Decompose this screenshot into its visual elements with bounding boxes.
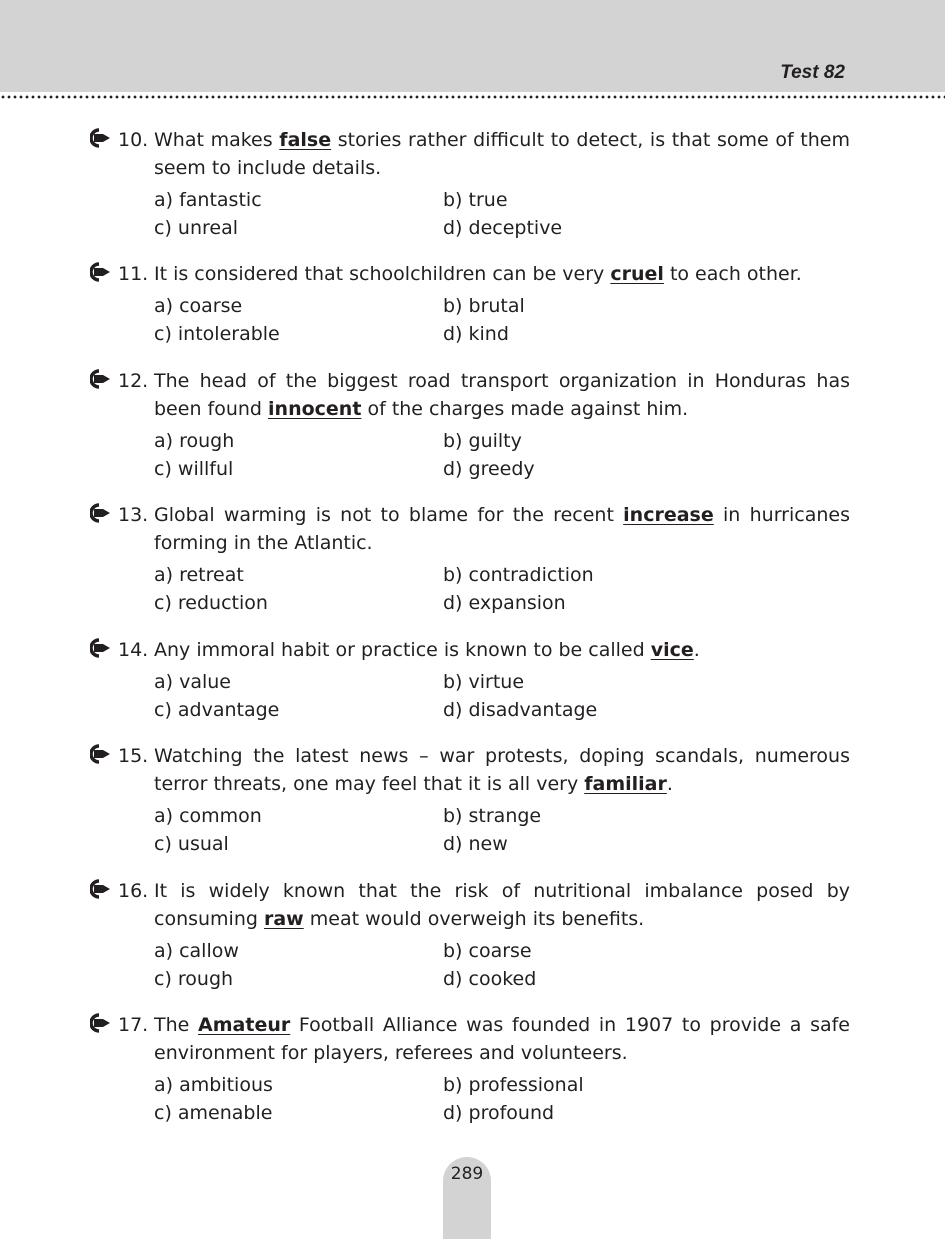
question-14: [90, 636, 850, 724]
question-number: 11.: [118, 263, 149, 285]
options: [154, 186, 850, 242]
arrow-bullet-icon: [90, 503, 114, 523]
option-c[interactable]: c) intolerable: [154, 323, 280, 345]
question-number: 15.: [118, 745, 149, 767]
question-text: What makes false stories rather difficult to detect, is that some of them seem to include details.: [154, 129, 850, 179]
question-15: [90, 742, 850, 858]
option-a[interactable]: a) ambitious: [154, 1074, 273, 1096]
question-number: 14.: [118, 639, 149, 661]
option-d[interactable]: d) kind: [443, 323, 509, 345]
option-c[interactable]: c) unreal: [154, 217, 238, 239]
page-number: 289: [450, 1164, 484, 1184]
keyword: vice: [650, 639, 694, 661]
dotted-divider: [0, 95, 945, 99]
question-text: It is considered that schoolchildren can be very cruel to each other.: [154, 263, 802, 285]
keyword: raw: [263, 908, 304, 930]
question-16: [90, 877, 850, 993]
keyword: cruel: [610, 263, 664, 285]
option-c[interactable]: c) amenable: [154, 1102, 273, 1124]
question-text: The Amateur Football Alliance was founded in 1907 to provide a safe environment for players, referees and volunteers.: [154, 1014, 850, 1064]
arrow-bullet-icon: [90, 369, 114, 389]
question-number: 13.: [118, 504, 149, 526]
options: [154, 802, 850, 858]
keyword: Amateur: [198, 1014, 291, 1036]
keyword: familiar: [584, 773, 667, 795]
option-b[interactable]: b) coarse: [443, 940, 532, 962]
arrow-bullet-icon: [90, 262, 114, 282]
question-text: The head of the biggest road transport organization in Honduras has been found innocent of the charges made against him.: [154, 370, 850, 420]
arrow-bullet-icon: [90, 1013, 114, 1033]
option-c[interactable]: c) willful: [154, 458, 234, 480]
question-13: [90, 501, 850, 617]
option-d[interactable]: d) profound: [443, 1102, 555, 1124]
option-c[interactable]: c) advantage: [154, 699, 280, 721]
question-number: 10.: [118, 129, 149, 151]
test-label: Test 82: [780, 62, 845, 83]
option-c[interactable]: c) usual: [154, 833, 229, 855]
arrow-bullet-icon: [90, 128, 114, 148]
options: [154, 427, 850, 483]
question-number: 17.: [118, 1014, 149, 1036]
option-b[interactable]: b) brutal: [443, 295, 525, 317]
options: [154, 937, 850, 993]
options: [154, 1071, 850, 1127]
options: [154, 292, 850, 348]
question-number: 16.: [118, 880, 149, 902]
option-a[interactable]: a) rough: [154, 430, 235, 452]
option-c[interactable]: c) reduction: [154, 592, 268, 614]
option-a[interactable]: a) callow: [154, 940, 239, 962]
question-text: It is widely known that the risk of nutritional imbalance posed by consuming raw meat would overweigh its benefits.: [154, 880, 850, 930]
question-11: [90, 260, 850, 348]
question-number: 12.: [118, 370, 149, 392]
option-b[interactable]: b) professional: [443, 1074, 584, 1096]
keyword: false: [279, 129, 332, 151]
keyword: innocent: [268, 398, 362, 420]
option-b[interactable]: b) contradiction: [443, 564, 594, 586]
question-10: [90, 126, 850, 242]
question-17: [90, 1011, 850, 1127]
option-a[interactable]: a) coarse: [154, 295, 243, 317]
option-d[interactable]: d) disadvantage: [443, 699, 598, 721]
question-text: Any immoral habit or practice is known to be called vice.: [154, 639, 700, 661]
option-b[interactable]: b) strange: [443, 805, 542, 827]
option-b[interactable]: b) true: [443, 189, 508, 211]
options: [154, 668, 850, 724]
option-b[interactable]: b) guilty: [443, 430, 522, 452]
question-12: [90, 367, 850, 483]
question-text: Watching the latest news – war protests, doping scandals, numerous terror threats, one may feel that it is all very familiar.: [154, 745, 850, 795]
option-d[interactable]: d) new: [443, 833, 508, 855]
question-text: Global warming is not to blame for the recent increase in hurricanes forming in the Atlantic.: [154, 504, 850, 554]
option-a[interactable]: a) fantastic: [154, 189, 262, 211]
keyword: increase: [623, 504, 714, 526]
option-b[interactable]: b) virtue: [443, 671, 525, 693]
option-d[interactable]: d) cooked: [443, 968, 537, 990]
option-a[interactable]: a) retreat: [154, 564, 244, 586]
arrow-bullet-icon: [90, 744, 114, 764]
option-d[interactable]: d) deceptive: [443, 217, 563, 239]
option-d[interactable]: d) expansion: [443, 592, 566, 614]
option-d[interactable]: d) greedy: [443, 458, 535, 480]
option-a[interactable]: a) common: [154, 805, 262, 827]
arrow-bullet-icon: [90, 879, 114, 899]
arrow-bullet-icon: [90, 638, 114, 658]
options: [154, 561, 850, 617]
option-c[interactable]: c) rough: [154, 968, 234, 990]
option-a[interactable]: a) value: [154, 671, 231, 693]
